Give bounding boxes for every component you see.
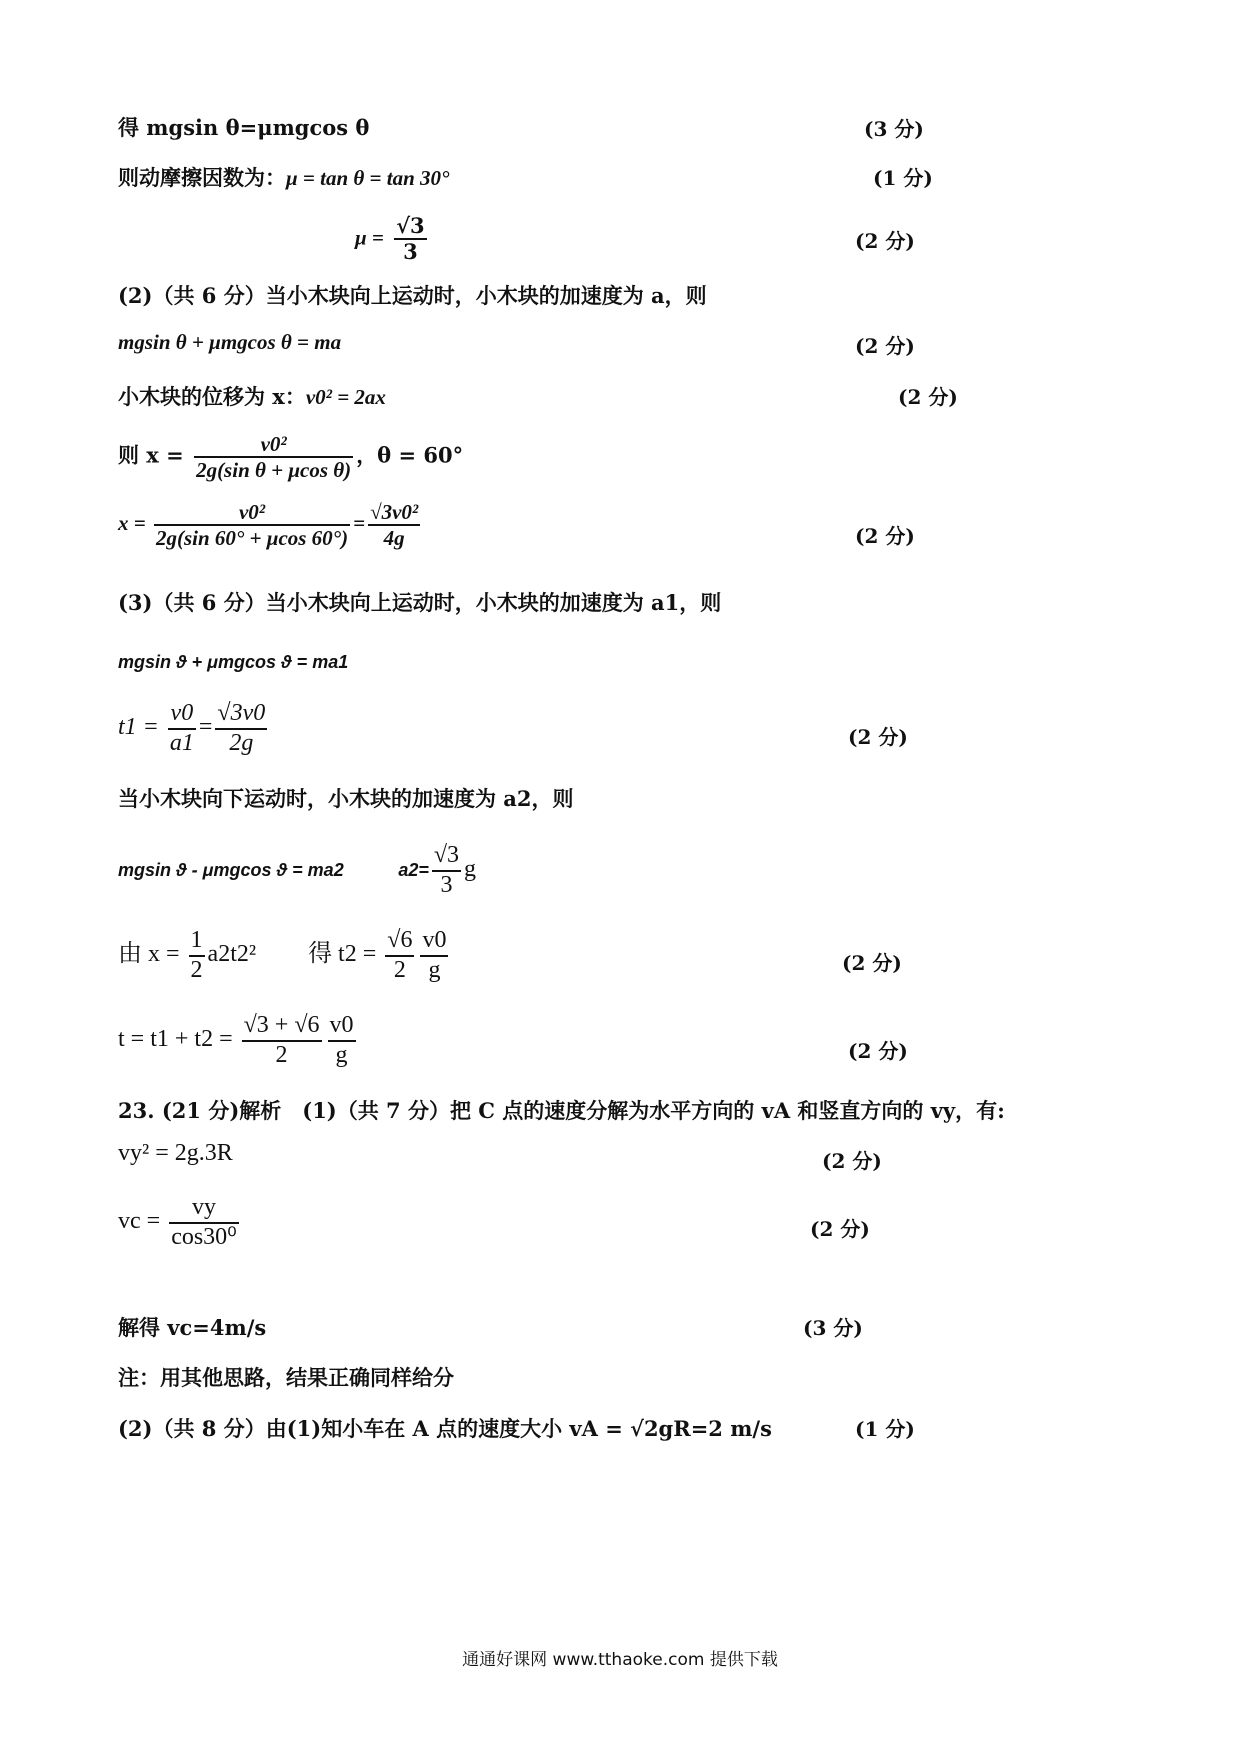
fraction-numerator: √6 bbox=[385, 927, 414, 957]
fraction bbox=[194, 432, 353, 482]
line-text: 则 x = bbox=[118, 442, 184, 468]
page-footer: 通通好课网 www.tthaoke.com 提供下载 bbox=[462, 1650, 778, 1670]
fraction bbox=[328, 1012, 356, 1069]
math-text: t1 = bbox=[118, 714, 159, 741]
fraction-denominator: 3 bbox=[403, 239, 418, 265]
fraction bbox=[420, 927, 448, 984]
score-label: (2 分) bbox=[810, 1217, 870, 1241]
math-text: a2t2² bbox=[207, 941, 257, 968]
fraction bbox=[368, 500, 420, 550]
equation-line: 得 mgsin θ=μmgcos θ bbox=[118, 115, 370, 140]
fraction bbox=[168, 700, 196, 757]
fraction-denominator: 2g(sin 60° + μcos 60°) bbox=[155, 526, 349, 551]
math-text: = bbox=[353, 510, 366, 535]
score-label: (2 分) bbox=[848, 1039, 908, 1063]
line-text: 小木块的位移为 x： bbox=[118, 384, 306, 409]
fraction bbox=[154, 500, 350, 550]
section-heading: 当小木块向下运动时，小木块的加速度为 a2，则 bbox=[118, 786, 574, 811]
fraction-numerator: √3 bbox=[432, 842, 461, 872]
score-label: (2 分) bbox=[898, 385, 958, 409]
section-heading: 23. (21 分)解析 (1)（共 7 分）把 C 点的速度分解为水平方向的 vA 和竖直方向的 vy，有: bbox=[118, 1098, 1005, 1123]
math-text: a2= bbox=[398, 860, 429, 881]
equation-line bbox=[118, 927, 451, 984]
fraction-numerator: √3v0 bbox=[215, 700, 267, 730]
fraction bbox=[432, 842, 461, 899]
section-heading: (2)（共 8 分）由(1)知小车在 A 点的速度大小 vA = √2gR=2 m/s bbox=[118, 1416, 772, 1441]
line-text: 则动摩擦因数为： bbox=[118, 165, 286, 190]
fraction-numerator: √3 + √6 bbox=[242, 1012, 322, 1042]
fraction bbox=[394, 214, 426, 264]
equation-line: mgsin θ + μmgcos θ = ma bbox=[118, 330, 342, 354]
fraction-denominator: 2g bbox=[229, 729, 254, 756]
math-text: mgsin ϑ - μmgcos ϑ = ma2 bbox=[118, 860, 344, 881]
fraction-numerator: v0 bbox=[328, 1012, 356, 1042]
equation-line bbox=[118, 162, 449, 192]
section-heading: (3)（共 6 分）当小木块向上运动时，小木块的加速度为 a1，则 bbox=[118, 590, 722, 615]
math-text: v0² = 2ax bbox=[305, 385, 386, 409]
math-text: x = bbox=[118, 510, 146, 535]
score-label: (2 分) bbox=[855, 229, 915, 253]
fraction-numerator: v0² bbox=[154, 500, 350, 526]
equation-line bbox=[118, 842, 476, 899]
equation-line: vy² = 2g.3R bbox=[118, 1140, 233, 1166]
equation-line bbox=[355, 214, 430, 264]
fraction bbox=[169, 1194, 239, 1251]
score-label: (2 分) bbox=[842, 951, 902, 975]
fraction-numerator: v0² bbox=[194, 432, 353, 458]
math-text: μ = bbox=[355, 225, 384, 250]
fraction-denominator: 2 bbox=[393, 956, 406, 983]
line-text: ，θ = 60° bbox=[356, 442, 464, 468]
section-heading: (2)（共 6 分）当小木块向上运动时，小木块的加速度为 a，则 bbox=[118, 283, 707, 308]
score-label: (3 分) bbox=[803, 1316, 863, 1340]
score-label: (1 分) bbox=[855, 1417, 915, 1441]
fraction-numerator: vy bbox=[169, 1194, 239, 1224]
fraction-numerator: v0 bbox=[420, 927, 448, 957]
fraction-numerator: 1 bbox=[189, 927, 205, 957]
equation-line bbox=[118, 381, 386, 411]
score-label: (2 分) bbox=[822, 1149, 882, 1173]
note-text: 注：用其他思路，结果正确同样给分 bbox=[118, 1365, 454, 1390]
fraction-denominator: 2g(sin θ + μcos θ) bbox=[196, 458, 352, 483]
score-label: (1 分) bbox=[873, 166, 933, 190]
equation-line bbox=[118, 1012, 359, 1069]
equation-line bbox=[118, 432, 463, 482]
fraction-numerator: √3v0² bbox=[368, 500, 420, 526]
fraction bbox=[242, 1012, 322, 1069]
equation-line: mgsin ϑ + μmgcos ϑ = ma1 bbox=[118, 652, 349, 672]
fraction-denominator: g bbox=[335, 1041, 348, 1068]
fraction-denominator: 4g bbox=[383, 526, 405, 551]
fraction bbox=[189, 927, 205, 984]
score-label: (3 分) bbox=[864, 117, 924, 141]
fraction bbox=[385, 927, 414, 984]
fraction-numerator: √3 bbox=[394, 214, 426, 240]
equation-line bbox=[118, 1194, 242, 1251]
score-label: (2 分) bbox=[855, 334, 915, 358]
fraction bbox=[215, 700, 267, 757]
fraction-denominator: cos30⁰ bbox=[171, 1223, 237, 1250]
equation-line bbox=[118, 500, 423, 550]
math-text: μ = tan θ = tan 30° bbox=[286, 166, 450, 190]
fraction-denominator: 2 bbox=[190, 956, 203, 983]
fraction-denominator: a1 bbox=[169, 729, 194, 756]
fraction-denominator: 2 bbox=[275, 1041, 288, 1068]
math-text: 由 x = bbox=[118, 941, 180, 968]
equation-line: 解得 vc=4m/s bbox=[118, 1315, 267, 1340]
math-text: t = t1 + t2 = bbox=[118, 1026, 233, 1053]
score-label: (2 分) bbox=[855, 524, 915, 548]
fraction-denominator: g bbox=[428, 956, 441, 983]
score-label: (2 分) bbox=[848, 725, 908, 749]
math-text: vc = bbox=[118, 1208, 161, 1235]
fraction-numerator: v0 bbox=[168, 700, 196, 730]
math-text: g bbox=[464, 856, 477, 883]
fraction-denominator: 3 bbox=[440, 871, 453, 898]
math-text: = bbox=[198, 714, 213, 741]
equation-line bbox=[118, 700, 270, 757]
math-text: 得 t2 = bbox=[308, 941, 377, 968]
